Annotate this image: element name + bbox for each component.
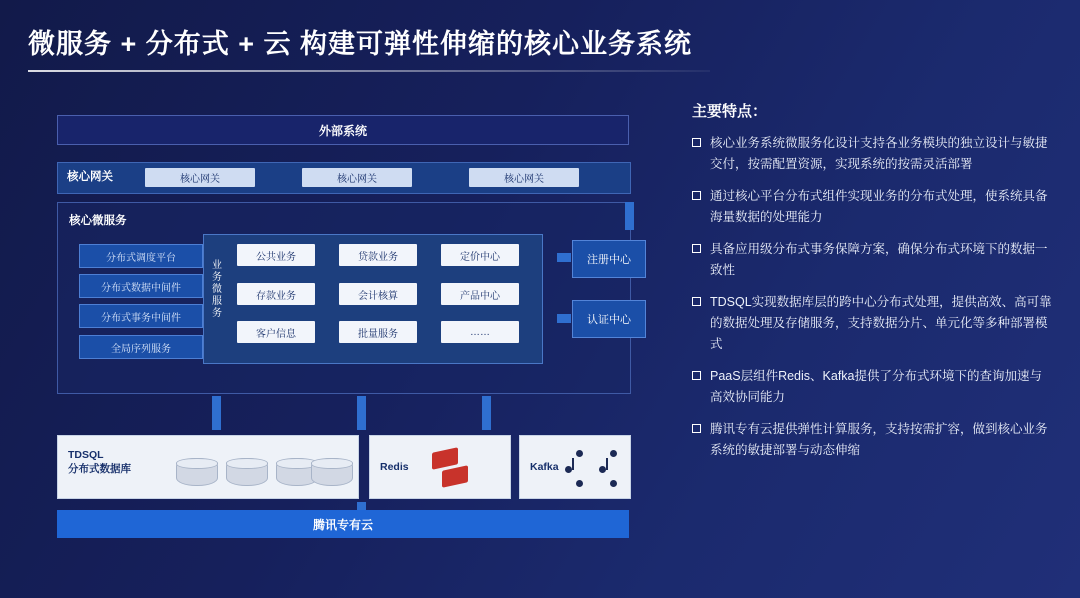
auth-center-box: 认证中心 bbox=[572, 300, 646, 338]
feature-item bbox=[692, 133, 1052, 175]
middleware-item: 分布式数据中间件 bbox=[79, 274, 203, 298]
feature-text: PaaS层组件Redis、Kafka提供了分布式环境下的查询加速与高效协同能力 bbox=[710, 369, 1043, 404]
feature-text: 腾讯专有云提供弹性计算服务，支持按需扩容，做到核心业务系统的敏捷部署与动态伸缩 bbox=[710, 422, 1048, 457]
features-panel bbox=[692, 100, 1052, 472]
database-icon bbox=[311, 458, 353, 486]
kafka-box bbox=[519, 435, 631, 499]
connector-arrow bbox=[625, 202, 634, 230]
kafka-icon bbox=[610, 450, 617, 457]
business-services-label: 业务微服务 bbox=[212, 260, 222, 319]
gateway-chip: 核心网关 bbox=[302, 168, 412, 187]
page-title: 微服务 + 分布式 + 云 构建可弹性伸缩的核心业务系统 bbox=[28, 29, 693, 59]
connector-arrow bbox=[212, 396, 221, 430]
business-card: 会计核算 bbox=[339, 283, 417, 305]
core-microservices-label: 核心微服务 bbox=[69, 215, 127, 227]
business-card: …… bbox=[441, 321, 519, 343]
feature-text: 核心业务系统微服务化设计支持各业务模块的独立设计与敏捷交付，按需配置资源，实现系统的按需灵活部署 bbox=[710, 136, 1048, 171]
registry-center-box: 注册中心 bbox=[572, 240, 646, 278]
redis-box bbox=[369, 435, 511, 499]
database-icon bbox=[176, 458, 218, 486]
storage-row bbox=[57, 435, 629, 497]
connector-arrow bbox=[557, 314, 571, 323]
title-divider bbox=[28, 70, 710, 72]
tdsql-box bbox=[57, 435, 359, 499]
business-card: 批量服务 bbox=[339, 321, 417, 343]
business-card: 产品中心 bbox=[441, 283, 519, 305]
connector-arrow bbox=[357, 396, 366, 430]
kafka-icon bbox=[606, 458, 608, 470]
kafka-icon bbox=[576, 450, 583, 457]
business-card: 公共业务 bbox=[237, 244, 315, 266]
bullet-square-icon bbox=[692, 371, 701, 380]
middleware-item: 分布式调度平台 bbox=[79, 244, 203, 268]
architecture-diagram bbox=[57, 110, 629, 540]
kafka-icon bbox=[576, 480, 583, 487]
redis-icon bbox=[442, 465, 468, 488]
features-title: 主要特点： bbox=[692, 103, 768, 120]
tdsql-label: TDSQL 分布式数据库 bbox=[68, 449, 131, 475]
feature-item bbox=[692, 366, 1052, 408]
feature-text: TDSQL实现数据库层的跨中心分布式处理，提供高效、高可靠的数据处理及存储服务，支持数据分片、单元化等多种部署模式 bbox=[710, 295, 1052, 351]
feature-item bbox=[692, 292, 1052, 355]
bullet-square-icon bbox=[692, 244, 701, 253]
feature-text: 通过核心平台分布式组件实现业务的分布式处理，使系统具备海量数据的处理能力 bbox=[710, 189, 1048, 224]
business-card: 贷款业务 bbox=[339, 244, 417, 266]
kafka-icon bbox=[610, 480, 617, 487]
cloud-bar: 腾讯专有云 bbox=[57, 510, 629, 538]
feature-text: 具备应用级分布式事务保障方案，确保分布式环境下的数据一致性 bbox=[710, 242, 1048, 277]
redis-label: Redis bbox=[380, 461, 409, 473]
business-card: 客户信息 bbox=[237, 321, 315, 343]
middleware-item: 分布式事务中间件 bbox=[79, 304, 203, 328]
feature-item bbox=[692, 186, 1052, 228]
business-card: 定价中心 bbox=[441, 244, 519, 266]
feature-item bbox=[692, 419, 1052, 461]
bullet-square-icon bbox=[692, 191, 701, 200]
kafka-icon bbox=[572, 458, 574, 470]
kafka-icon bbox=[599, 466, 606, 473]
connector-arrow bbox=[482, 396, 491, 430]
kafka-icon bbox=[565, 466, 572, 473]
gateway-title: 核心网关 bbox=[67, 171, 113, 183]
database-icon bbox=[226, 458, 268, 486]
bullet-square-icon bbox=[692, 424, 701, 433]
middleware-item: 全局序列服务 bbox=[79, 335, 203, 359]
business-card: 存款业务 bbox=[237, 283, 315, 305]
redis-icon bbox=[432, 447, 458, 470]
connector-arrow bbox=[557, 253, 571, 262]
gateway-chip: 核心网关 bbox=[145, 168, 255, 187]
gateway-chip: 核心网关 bbox=[469, 168, 579, 187]
bullet-square-icon bbox=[692, 297, 701, 306]
kafka-label: Kafka bbox=[530, 461, 559, 473]
bullet-square-icon bbox=[692, 138, 701, 147]
external-system-bar: 外部系统 bbox=[57, 115, 629, 145]
feature-item bbox=[692, 239, 1052, 281]
